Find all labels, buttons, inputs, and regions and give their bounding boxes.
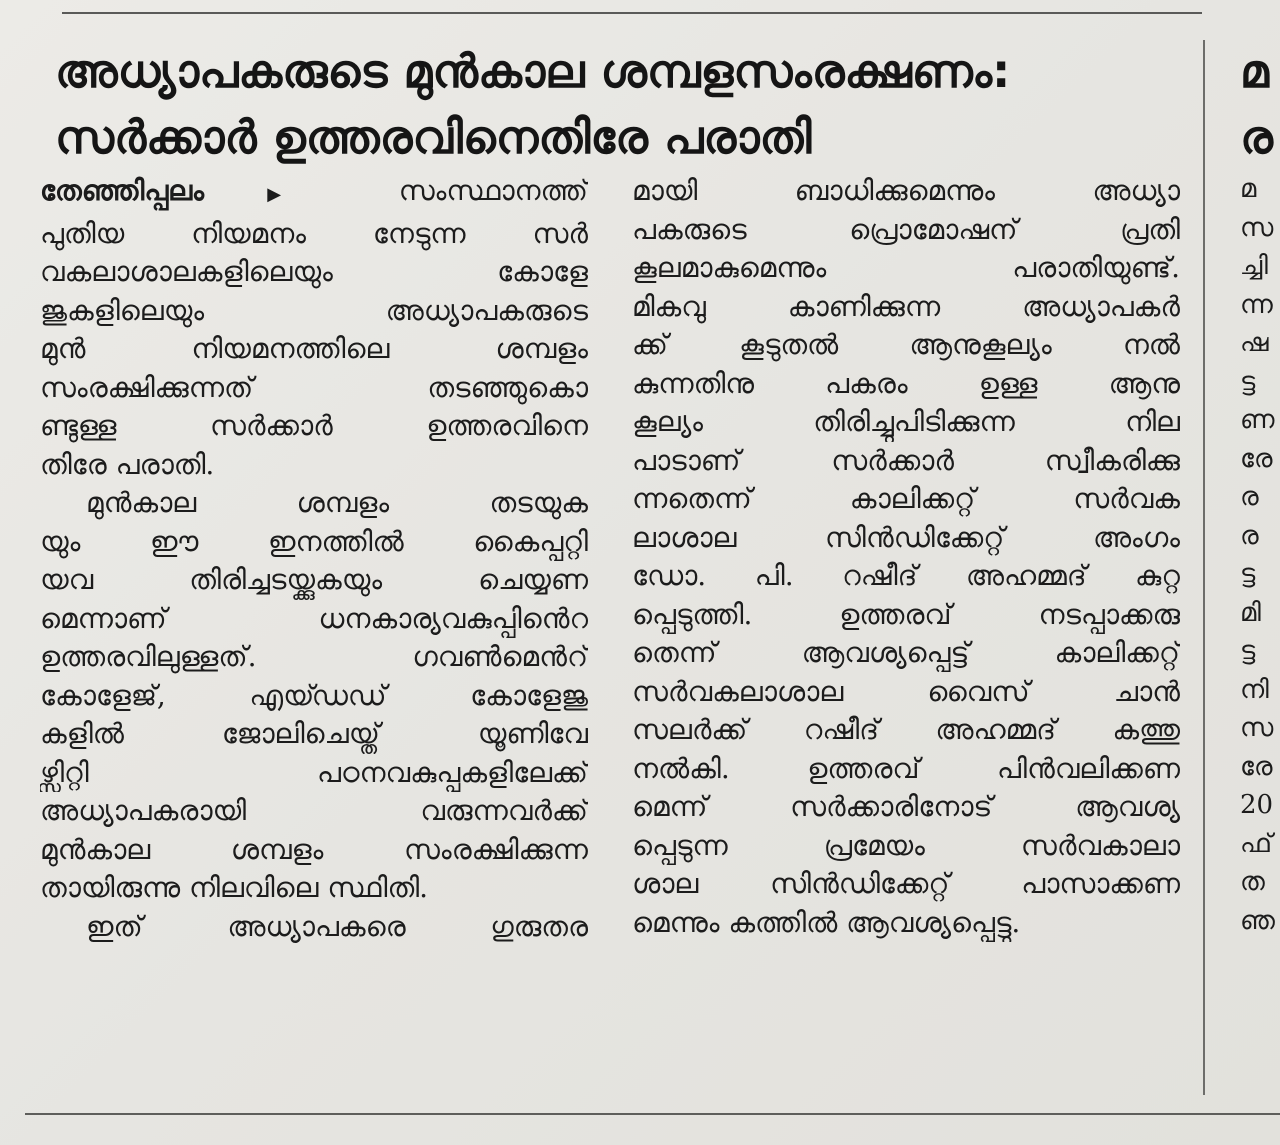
top-rule	[62, 12, 1202, 14]
adjacent-body-fragment: ന്ന	[1240, 289, 1273, 320]
body-line: ഡോ. പി. റഷീദ് അഹമ്മദ് കുറ്റ	[632, 559, 1180, 592]
column-divider-rule	[1203, 40, 1205, 1095]
body-line: തിരേ പരാതി.	[40, 447, 215, 481]
adjacent-body-fragment: ര	[1240, 482, 1259, 512]
adjacent-body-fragment: ട്ട	[1240, 559, 1256, 589]
body-line: കുന്നതിനു പകരം ഉള്ള ആനു	[632, 366, 1180, 400]
body-line: പ്പെടുന്ന പ്രമേയം സർവകാലാ	[632, 828, 1180, 862]
body-line: തായിരുന്നു നിലവിലെ സ്ഥിതി.	[40, 871, 429, 904]
body-line: പ്പെടുത്തി. ഉത്തരവ് നടപ്പാക്കരു	[632, 597, 1180, 631]
adjacent-body-fragment: ഫ്	[1240, 828, 1273, 859]
body-line: ലാശാല സിൻഡിക്കേറ്റ് അംഗം	[632, 520, 1180, 554]
body-line: ഴ്സിറ്റി പഠനവകുപ്പുകളിലേക്ക്	[40, 755, 588, 789]
body-line: കൂലമാകുമെന്നും പരാതിയുണ്ട്.	[632, 251, 1180, 284]
adjacent-article-clipped	[1240, 38, 1280, 1108]
adjacent-body-fragment: രേ	[1240, 751, 1273, 782]
adjacent-body-fragment: ണ	[1240, 405, 1275, 435]
body-line: അധ്യാപകരായി വരുന്നവർക്ക്	[40, 794, 588, 827]
dateline-line	[40, 172, 588, 215]
adjacent-headline	[1240, 38, 1280, 170]
adjacent-body-fragment: ട്ട	[1240, 366, 1256, 397]
body-line: യും ഈ ഇനത്തിൽ കൈപ്പറ്റി	[40, 524, 588, 558]
body-line: ഇത് അധ്യാപകരെ ഗുരുതര	[86, 909, 588, 943]
adjacent-headline-fragment: മ	[1240, 44, 1269, 98]
body-line: കൂല്യം തിരിച്ചുപിടിക്കുന്ന നില	[632, 405, 1180, 438]
adjacent-headline-fragment: ര	[1240, 110, 1273, 164]
adjacent-body-fragment: ച്ചി	[1240, 251, 1268, 281]
body-line: സംസ്ഥാനത്ത്	[398, 174, 588, 207]
dateline-place: തേഞ്ഞിപ്പലം	[40, 174, 204, 207]
adjacent-body-fragment: രേ	[1240, 443, 1273, 474]
adjacent-body-fragment: 20	[1240, 790, 1274, 820]
adjacent-body-fragment: സ	[1240, 713, 1274, 743]
body-line: ഉത്തരവിലുള്ളത്. ഗവൺമെൻറ്	[40, 640, 588, 673]
body-line: ജുകളിലെയും അധ്യാപകരുടെ	[40, 293, 588, 327]
body-line: ണ്ടുള്ള സർക്കാർ ഉത്തരവിനെ	[40, 409, 588, 442]
dateline-marker-icon: ▶	[267, 184, 336, 205]
adjacent-body-fragment: ര	[1240, 520, 1259, 551]
body-line: തെന്ന് ആവശ്യപ്പെട്ട് കാലിക്കറ്റ്	[632, 636, 1180, 669]
body-line: പാടാണ് സർക്കാർ സ്വീകരിക്കു	[632, 443, 1180, 477]
article-column-2	[632, 172, 1180, 942]
adjacent-body-fragment: മ	[1240, 174, 1257, 204]
headline-line-2: സർക്കാർ ഉത്തരവിനെതിരേ പരാതി	[55, 110, 812, 164]
body-line: പുതിയ നിയമനം നേടുന്ന സർ	[40, 216, 588, 250]
article-headline	[55, 38, 1195, 170]
headline-line-1: അധ്യാപകരുടെ മുൻകാല ശമ്പളസംരക്ഷണം:	[55, 44, 1011, 98]
adjacent-body-fragment: ഷ	[1240, 328, 1269, 358]
adjacent-body	[1240, 170, 1280, 940]
body-line: മുൻകാല ശമ്പളം സംരക്ഷിക്കുന്ന	[40, 832, 588, 866]
body-line: നൽകി. ഉത്തരവ് പിൻവലിക്കണ	[632, 751, 1180, 785]
body-line: വകലാശാലകളിലെയും കോളേ	[40, 255, 588, 288]
body-line: സംരക്ഷിക്കുന്നത് തടഞ്ഞുകൊ	[40, 370, 588, 404]
adjacent-body-fragment: മി	[1240, 597, 1261, 628]
body-line: മെന്ന് സർക്കാരിനോട് ആവശ്യ	[632, 790, 1180, 823]
body-line: യവ തിരിച്ചടയ്ക്കുകയും ചെയ്യണ	[40, 563, 588, 596]
adjacent-body-fragment: നി	[1240, 674, 1269, 705]
body-line: ശാല സിൻഡിക്കേറ്റ് പാസാക്കണ	[632, 867, 1180, 900]
body-line: പകരുടെ പ്രൊമോഷന് പ്രതി	[632, 212, 1180, 246]
body-line: ന്നതെന്ന് കാലിക്കറ്റ് സർവക	[632, 482, 1180, 515]
adjacent-body-fragment: ത	[1240, 867, 1265, 897]
body-line: സലർക്ക് റഷീദ് അഹമ്മദ് കത്തു	[632, 713, 1180, 746]
body-line: സർവകലാശാല വൈസ് ചാൻ	[632, 674, 1180, 708]
body-line: മായി ബാധിക്കുമെന്നും അധ്യാ	[632, 174, 1180, 207]
body-line: കളിൽ ജോലിചെയ്ത് യൂണിവേ	[40, 717, 588, 750]
adjacent-body-fragment: സ	[1240, 212, 1274, 243]
article-column-1	[40, 172, 588, 946]
body-line: മെന്നാണ് ധനകാര്യവകുപ്പിൻെറ	[40, 601, 588, 635]
body-line: ക്ക് കൂടുതൽ ആനുകൂല്യം നൽ	[632, 328, 1180, 361]
adjacent-body-fragment: ട്ട	[1240, 636, 1256, 666]
body-line: മെന്നും കത്തിൽ ആവശ്യപ്പെട്ടു.	[632, 905, 1021, 939]
body-line: മുൻ നിയമനത്തിലെ ശമ്പളം	[40, 332, 588, 365]
bottom-rule	[25, 1113, 1280, 1115]
body-line: മികവു കാണിക്കുന്ന അധ്യാപകർ	[632, 289, 1180, 323]
body-line: കോളേജ്, എയ്ഡഡ് കോളേജു	[40, 678, 588, 712]
body-line: മുൻകാല ശമ്പളം തടയുക	[86, 486, 588, 519]
adjacent-body-fragment: ഞ	[1240, 905, 1275, 936]
